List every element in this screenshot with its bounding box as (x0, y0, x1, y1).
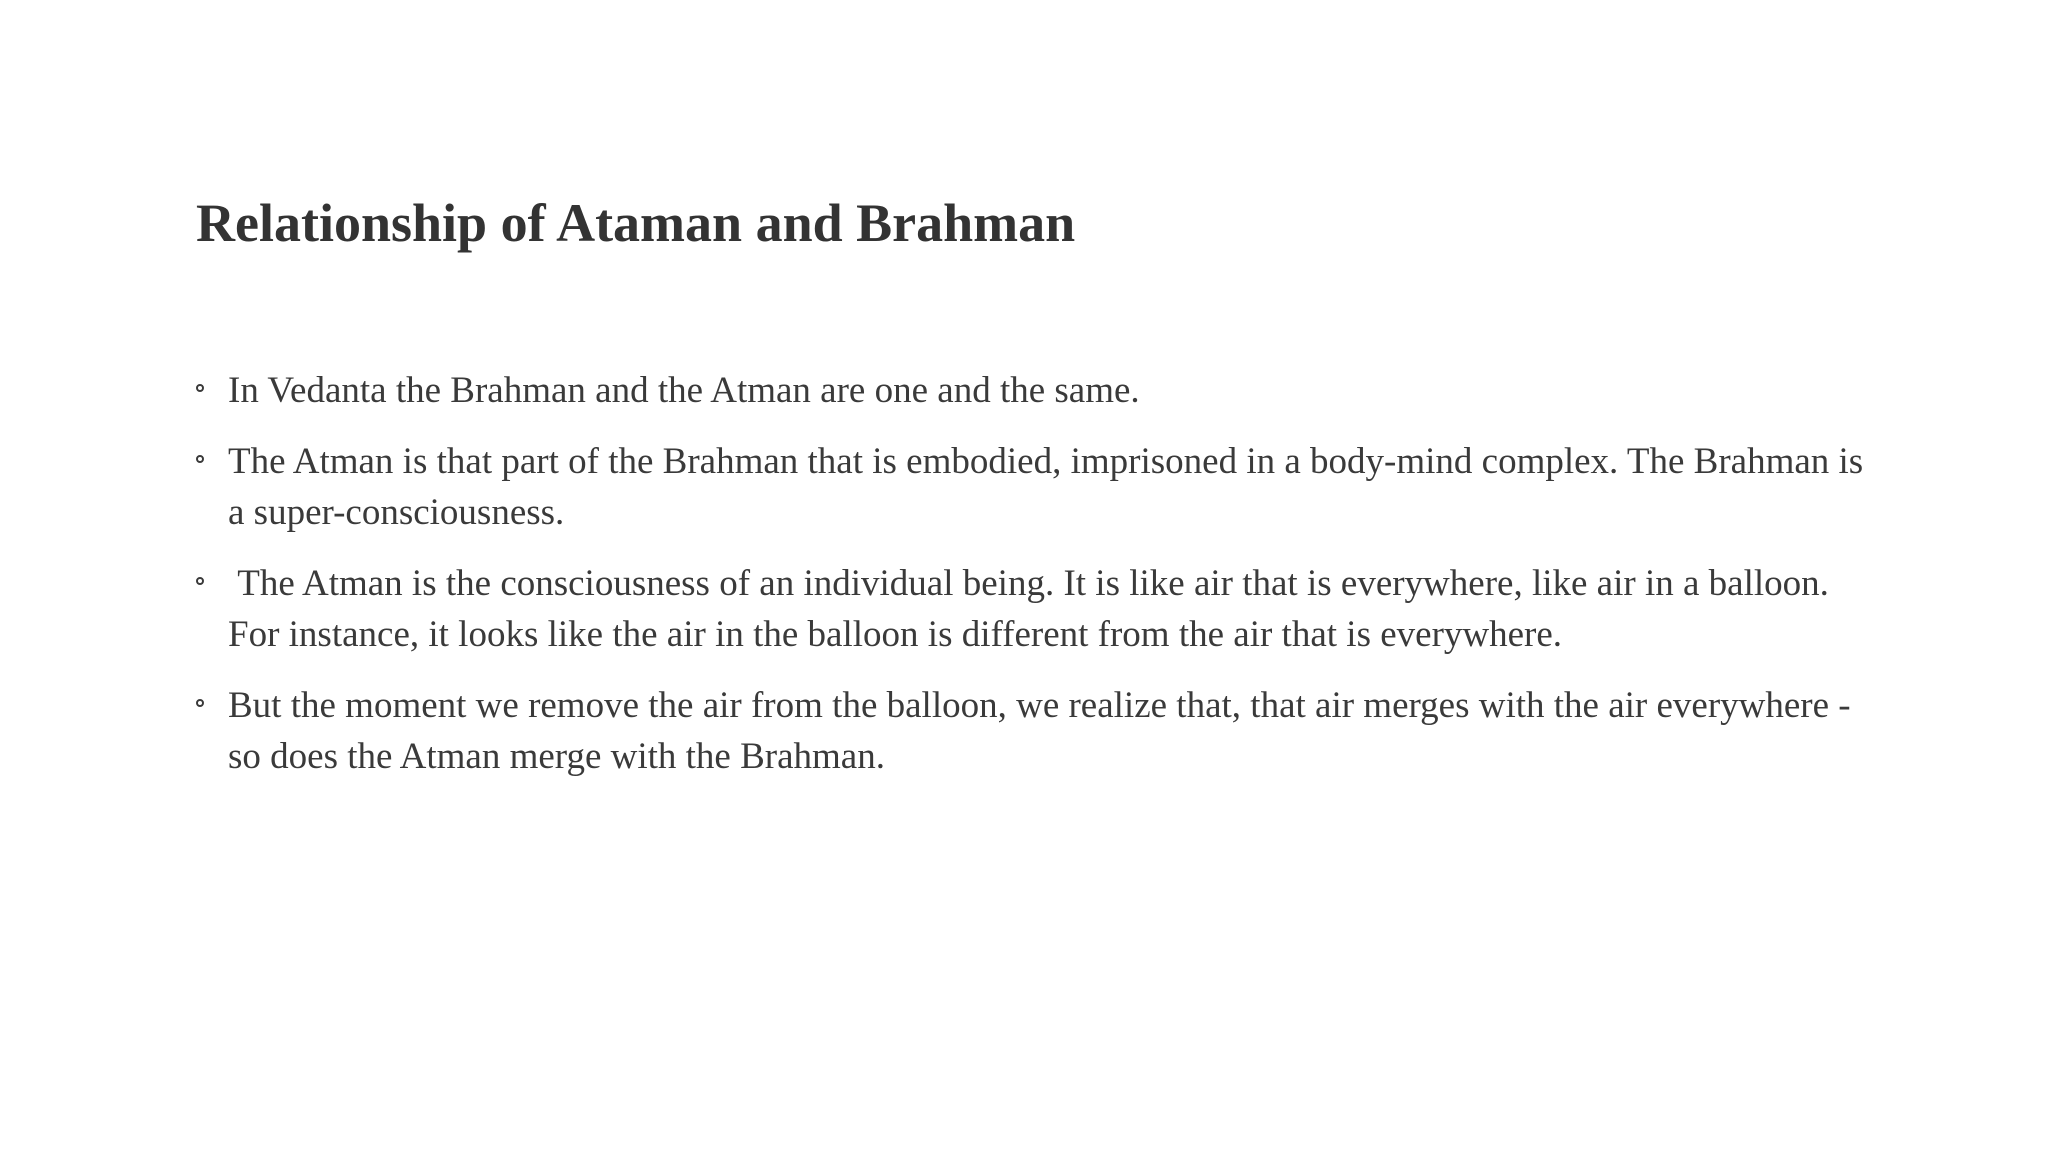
hollow-circle-bullet-icon (196, 384, 204, 392)
bullet-text: But the moment we remove the air from the balloon, we realize that, that air merges with the air everywhere - so does the Atman merge with the Brahman. (228, 685, 1860, 777)
bullet-text: The Atman is that part of the Brahman that is embodied, imprisoned in a body-mind complex. The Brahman is a super-consciousness. (228, 441, 1873, 533)
bullet-item (196, 680, 1876, 782)
bullet-text: The Atman is the consciousness of an individual being. It is like air that is everywhere, like air in a balloon. For instance, it looks like the air in the balloon is different from the air that is everywhere. (228, 563, 1839, 655)
bullet-list (196, 365, 1876, 802)
hollow-circle-bullet-icon (196, 455, 204, 463)
hollow-circle-bullet-icon (196, 577, 204, 585)
slide-title: Relationship of Ataman and Brahman (196, 193, 1076, 253)
bullet-item (196, 436, 1876, 538)
bullet-text: In Vedanta the Brahman and the Atman are one and the same. (228, 370, 1140, 411)
hollow-circle-bullet-icon (196, 699, 204, 707)
bullet-item (196, 558, 1876, 660)
bullet-item (196, 365, 1876, 416)
